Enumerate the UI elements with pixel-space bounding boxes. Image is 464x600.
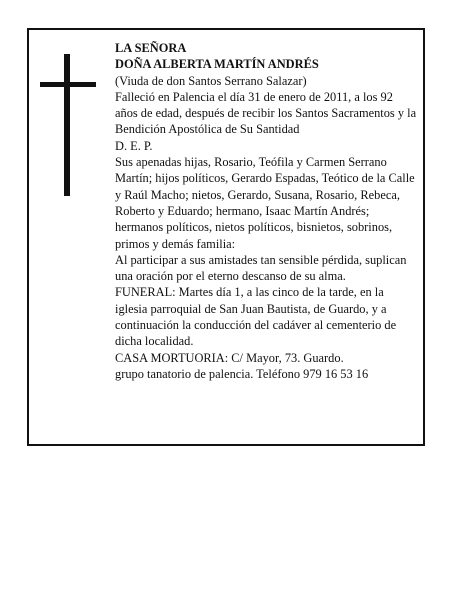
footer-line: grupo tanatorio de palencia. Teléfono 979 16 53 16	[115, 366, 369, 381]
widow-line: (Viuda de don Santos Serrano Salazar)	[115, 73, 307, 88]
death-paragraph: Falleció en Palencia el día 31 de enero de 2011, a los 92 años de edad, después de recibir los Santos Sacramentos y la Bendición Apostólica de Su Santidad	[115, 89, 417, 137]
deceased-name: DOÑA ALBERTA MARTÍN ANDRÉS	[115, 57, 319, 72]
mortuary-line: CASA MORTUORIA: C/ Mayor, 73. Guardo.	[115, 350, 344, 365]
funeral-paragraph: FUNERAL: Martes día 1, a las cinco de la tarde, en la iglesia parroquial de San Juan Bautista, de Guardo, y a continuación la conducción del cadáver al cementerio de dicha localidad.	[115, 285, 397, 349]
header-title: LA SEÑORA	[115, 41, 187, 55]
cross-vertical-bar	[64, 54, 70, 196]
cross-horizontal-bar	[40, 82, 96, 87]
rip-line: D. E. P.	[115, 138, 153, 153]
latin-cross-icon	[40, 54, 96, 196]
family-paragraph: Sus apenadas hijas, Rosario, Teófila y Carmen Serrano Martín; hijos políticos, Gerardo Espadas, Teótico de la Calle y Raúl Macho; nietos, Gerardo, Susana, Rosario, Rebeca, Roberto y Eduardo; hermano, Isaac Martín Andrés; hermanos políticos, nietos políticos, bisnietos, sobrinos, primos y demás familia:	[115, 155, 415, 251]
request-paragraph: Al participar a sus amistades tan sensible pérdida, suplican una oración por el eterno descanso de su alma.	[115, 252, 407, 284]
obituary-text	[115, 40, 417, 382]
